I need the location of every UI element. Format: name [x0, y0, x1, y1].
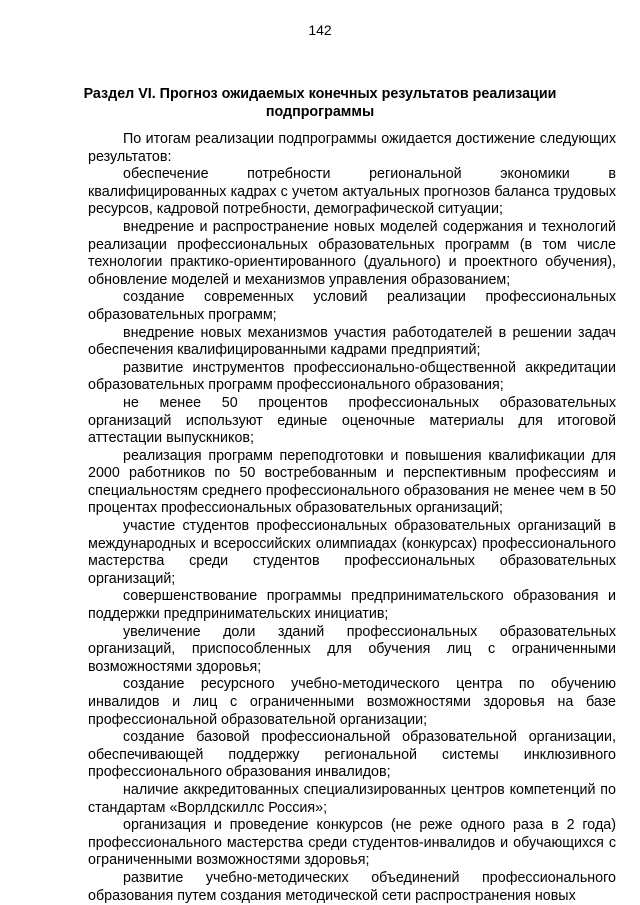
result-item: развитие учебно-методических объединений профессионального образования путем создания методической сети распространения новых	[88, 869, 616, 904]
result-item: внедрение новых механизмов участия работодателей в решении задач обеспечения квалифицированными кадрами предприятий;	[88, 324, 616, 359]
section-title: Раздел VI. Прогноз ожидаемых конечных результатов реализации подпрограммы	[83, 86, 557, 120]
page-number: 142	[308, 22, 332, 38]
intro-paragraph: По итогам реализации подпрограммы ожидается достижение следующих результатов:	[88, 131, 616, 165]
result-item: не менее 50 процентов профессиональных образовательных организаций используют единые оценочные материалы для итоговой аттестации выпускников;	[88, 394, 616, 447]
result-item: совершенствование программы предпринимательского образования и поддержки предпринимательских инициатив;	[88, 588, 616, 623]
result-item: участие студентов профессиональных образовательных организаций в международных и всероссийских олимпиадах (конкурсах) профессионального мастерства среди студентов профессиональных образовательных организаций;	[88, 518, 616, 587]
result-item: внедрение и распространение новых моделей содержания и технологий реализации профессиональных образовательных программ (в том числе технологии практико-ориентированного (дуального) и проектного обучения), обновление моделей и механизмов управления образованием;	[88, 218, 616, 288]
result-item: создание базовой профессиональной образовательной организации, обеспечивающей поддержку региональной системы инклюзивного профессионального образования инвалидов;	[88, 729, 616, 781]
result-item: наличие аккредитованных специализированных центров компетенций по стандартам «Ворлдскиллс Россия»;	[88, 781, 616, 816]
result-item: развитие инструментов профессионально-общественной аккредитации образовательных программ профессионального образования;	[88, 359, 616, 394]
result-item: создание ресурсного учебно-методического центра по обучению инвалидов и лиц с ограниченными возможностями здоровья на базе профессиональной образовательной организации;	[88, 676, 616, 728]
result-item: организация и проведение конкурсов (не реже одного раза в 2 года) профессионального мастерства среди студентов-инвалидов и обучающихся с ограниченными возможностями здоровья;	[88, 817, 616, 869]
result-item: реализация программ переподготовки и повышения квалификации для 2000 работников по 50 востребованным и перспективным профессиям и специальностям среднего профессионального образования не менее чем в 50 процентах профессиональных образовательных организаций;	[88, 447, 616, 517]
result-item: создание современных условий реализации профессиональных образовательных программ;	[88, 289, 616, 323]
result-item: увеличение доли зданий профессиональных образовательных организаций, приспособленных для обучения лиц с ограниченными возможностями здоровья;	[88, 623, 616, 675]
body-text	[88, 131, 616, 905]
result-item: обеспечение потребности региональной экономики в квалифицированных кадрах с учетом актуальных прогнозов баланса трудовых ресурсов, кадровой потребности, демографической ситуации;	[88, 166, 616, 218]
